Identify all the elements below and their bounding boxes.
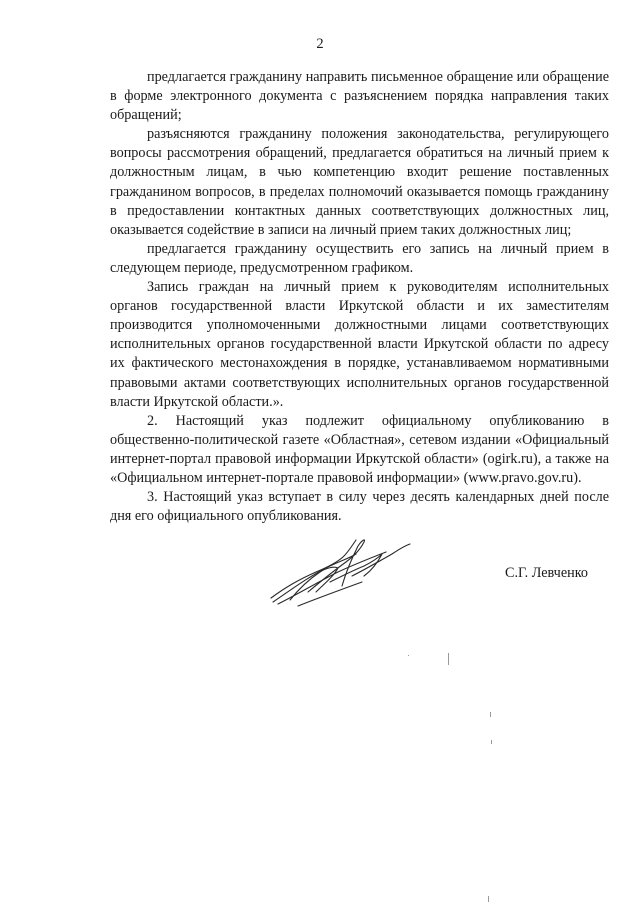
paragraph-2: разъясняются гражданину положения законодательства, регулирующего вопросы рассмотрения обращений, предлагается обратиться на личный прием к должностным лицам, в чью компетенцию входит решение поставленных гражданином вопросов, в пределах полномочий оказывается помощь гражданину в предоставлении контактных данных соответствующих должностных лиц, оказывается содействие в записи на личный прием таких должностных лиц; <box>110 126 609 238</box>
scan-artifact <box>448 653 449 665</box>
scan-artifact <box>408 655 409 656</box>
paragraph-1: предлагается гражданину направить письменное обращение или обращение в форме электронного документа с разъяснением порядка направления таких обращений; <box>110 69 609 124</box>
scan-artifact <box>490 712 491 717</box>
page-number: 2 <box>316 36 324 52</box>
paragraph-5: 2. Настоящий указ подлежит официальному опубликованию в общественно-политической газете «Областная», сетевом издании «Официальный интернет-портал правовой информации Иркутской области» (ogirk.ru), а также на «Официальном интернет-портале правовой информации» (www.pravo.gov.ru). <box>110 412 609 486</box>
paragraph-3: предлагается гражданину осуществить его запись на личный прием в следующем периоде, предусмотренном графиком. <box>110 240 609 276</box>
scan-artifact <box>491 740 492 744</box>
paragraph-6: 3. Настоящий указ вступает в силу через десять календарных дней после дня его официального опубликования. <box>110 489 609 525</box>
handwritten-signature <box>268 532 413 610</box>
document-body <box>110 68 609 526</box>
signer-name: С.Г. Левченко <box>505 565 588 581</box>
scan-artifact <box>488 896 489 902</box>
paragraph-4: Запись граждан на личный прием к руководителям исполнительных органов государственной власти Иркутской области и их заместителям производится уполномоченными должностными лицами соответствующих исполнительных органов государственной власти Иркутской области по адресу их фактического местонахождения в порядке, устанавливаемом нормативными правовыми актами соответствующих исполнительных органов государственной власти Иркутской области.». <box>110 279 609 410</box>
